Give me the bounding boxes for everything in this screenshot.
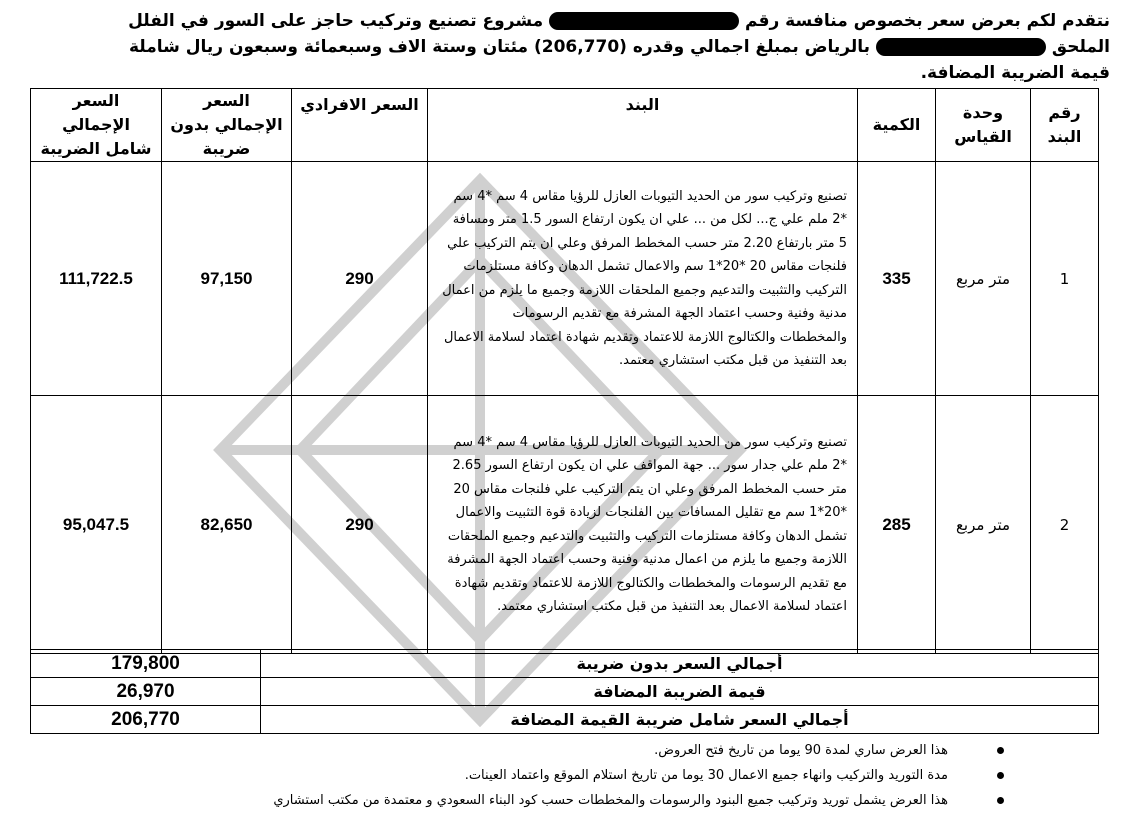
cell-unit-price: 290: [292, 396, 428, 654]
table-header-row: [31, 89, 1099, 162]
note-item: هذا العرض يشمل توريد وتركيب جميع البنود والرسومات والمخططات حسب كود البناء السعودي و معتمدة من مكتب استشاري: [76, 788, 976, 813]
totals-value: 206,770: [31, 706, 261, 734]
cell-total-with-tax: 111,722.5: [31, 162, 162, 396]
note-item: مدة التوريد والتركيب وانهاء جميع الاعمال 30 يوما من تاريخ استلام الموقع واعتماد العينات.: [76, 763, 976, 788]
cell-unit: متر مربع: [936, 162, 1031, 396]
redaction-mark: [876, 38, 1046, 56]
intro-paragraph: [110, 8, 1110, 86]
cell-total-no-tax: 97,150: [162, 162, 292, 396]
header-total-with-tax: السعر الإجمالي شامل الضريبة: [31, 89, 162, 162]
intro-text-1: نتقدم لكم بعرض سعر بخصوص منافسة رقم: [744, 11, 1110, 31]
intro-text-4: بالرياض بمبلغ اجمالي وقدره (206,770) مئتان وستة الاف وسبعمائة وسبعون ريال شاملة قيمة الضريبة المضافة.: [129, 37, 1110, 83]
header-unit-price: السعر الافرادي: [292, 89, 428, 162]
redaction-mark: [549, 12, 739, 30]
cell-description: تصنيع وتركيب سور من الحديد التيوبات العازل للرؤيا مقاس 4 سم *4 سم *2 ملم علي ج... لكل من ... علي ان يكون ارتفاع السور 1.5 متر ومسافة 5 متر بارتفاع 2.20 متر حسب المخطط المرفق وعلي ان يتم التركيب علي فلنجات مقاس 20 *20*1 سم والاعمال تشمل الدهان وكافة مستلزمات التركيب والتثبيت والتدعيم وجميع الملحقات اللازمة وجميع ما يلزم من اعمال مدنية وفنية وحسب اعتماد الجهة المشرفة مع تقديم الرسومات والمخططات والكتالوج اللازمة للاعتماد وتقديم شهادة اعتماد لسلامة الاعمال بعد التنفيذ من قبل مكتب استشاري معتمد.: [428, 162, 858, 396]
totals-label: قيمة الضريبة المضافة: [261, 678, 1099, 706]
totals-row: [31, 678, 1099, 706]
table-row: [31, 396, 1099, 654]
totals-table: [30, 649, 1099, 734]
totals-row: [31, 706, 1099, 734]
header-unit: وحدة القياس: [936, 89, 1031, 162]
note-item: هذا العرض ساري لمدة 90 يوما من تاريخ فتح العروض.: [76, 738, 976, 763]
cell-unit: متر مربع: [936, 396, 1031, 654]
cell-item-no: 1: [1031, 162, 1099, 396]
header-total-no-tax: السعر الإجمالي بدون ضريبة: [162, 89, 292, 162]
cell-description: تصنيع وتركيب سور من الحديد التيوبات العازل للرؤيا مقاس 4 سم *4 سم *2 ملم علي جدار سور ... جهة المواقف علي ان يكون ارتفاع السور 2.65 متر حسب المخطط المرفق وعلي ان يتم التركيب علي فلنجات مقاس 20 *20*1 سم مع تقليل المسافات بين الفلنجات لزيادة قوة التثبيت والاعمال تشمل الدهان وكافة مستلزمات التركيب والتثبيت والتدعيم وجميع الملحقات اللازمة وجميع ما يلزم من اعمال مدنية وفنية وحسب اعتماد الجهة المشرفة مع تقديم الرسومات والمخططات والكتالوج اللازمة للاعتماد وتقديم شهادة اعتماد لسلامة الاعمال بعد التنفيذ من قبل مكتب استشاري معتمد.: [428, 396, 858, 654]
cell-qty: 335: [858, 162, 936, 396]
totals-label: أجمالي السعر بدون ضريبة: [261, 650, 1099, 678]
header-qty: الكمية: [858, 89, 936, 162]
totals-row: [31, 650, 1099, 678]
cell-total-with-tax: 95,047.5: [31, 396, 162, 654]
cell-total-no-tax: 82,650: [162, 396, 292, 654]
cell-qty: 285: [858, 396, 936, 654]
totals-label: أجمالي السعر شامل ضريبة القيمة المضافة: [261, 706, 1099, 734]
quotation-table: [30, 88, 1099, 654]
intro-text-3: الفلل الملحق: [128, 11, 1110, 57]
totals-value: 26,970: [31, 678, 261, 706]
table-row: [31, 162, 1099, 396]
intro-text-2: مشروع تصنيع وتركيب حاجز على السور في: [180, 11, 544, 31]
header-item-no: رقم البند: [1031, 89, 1099, 162]
cell-unit-price: 290: [292, 162, 428, 396]
cell-item-no: 2: [1031, 396, 1099, 654]
notes-list: [76, 738, 976, 813]
totals-value: 179,800: [31, 650, 261, 678]
header-item: البند: [428, 89, 858, 162]
